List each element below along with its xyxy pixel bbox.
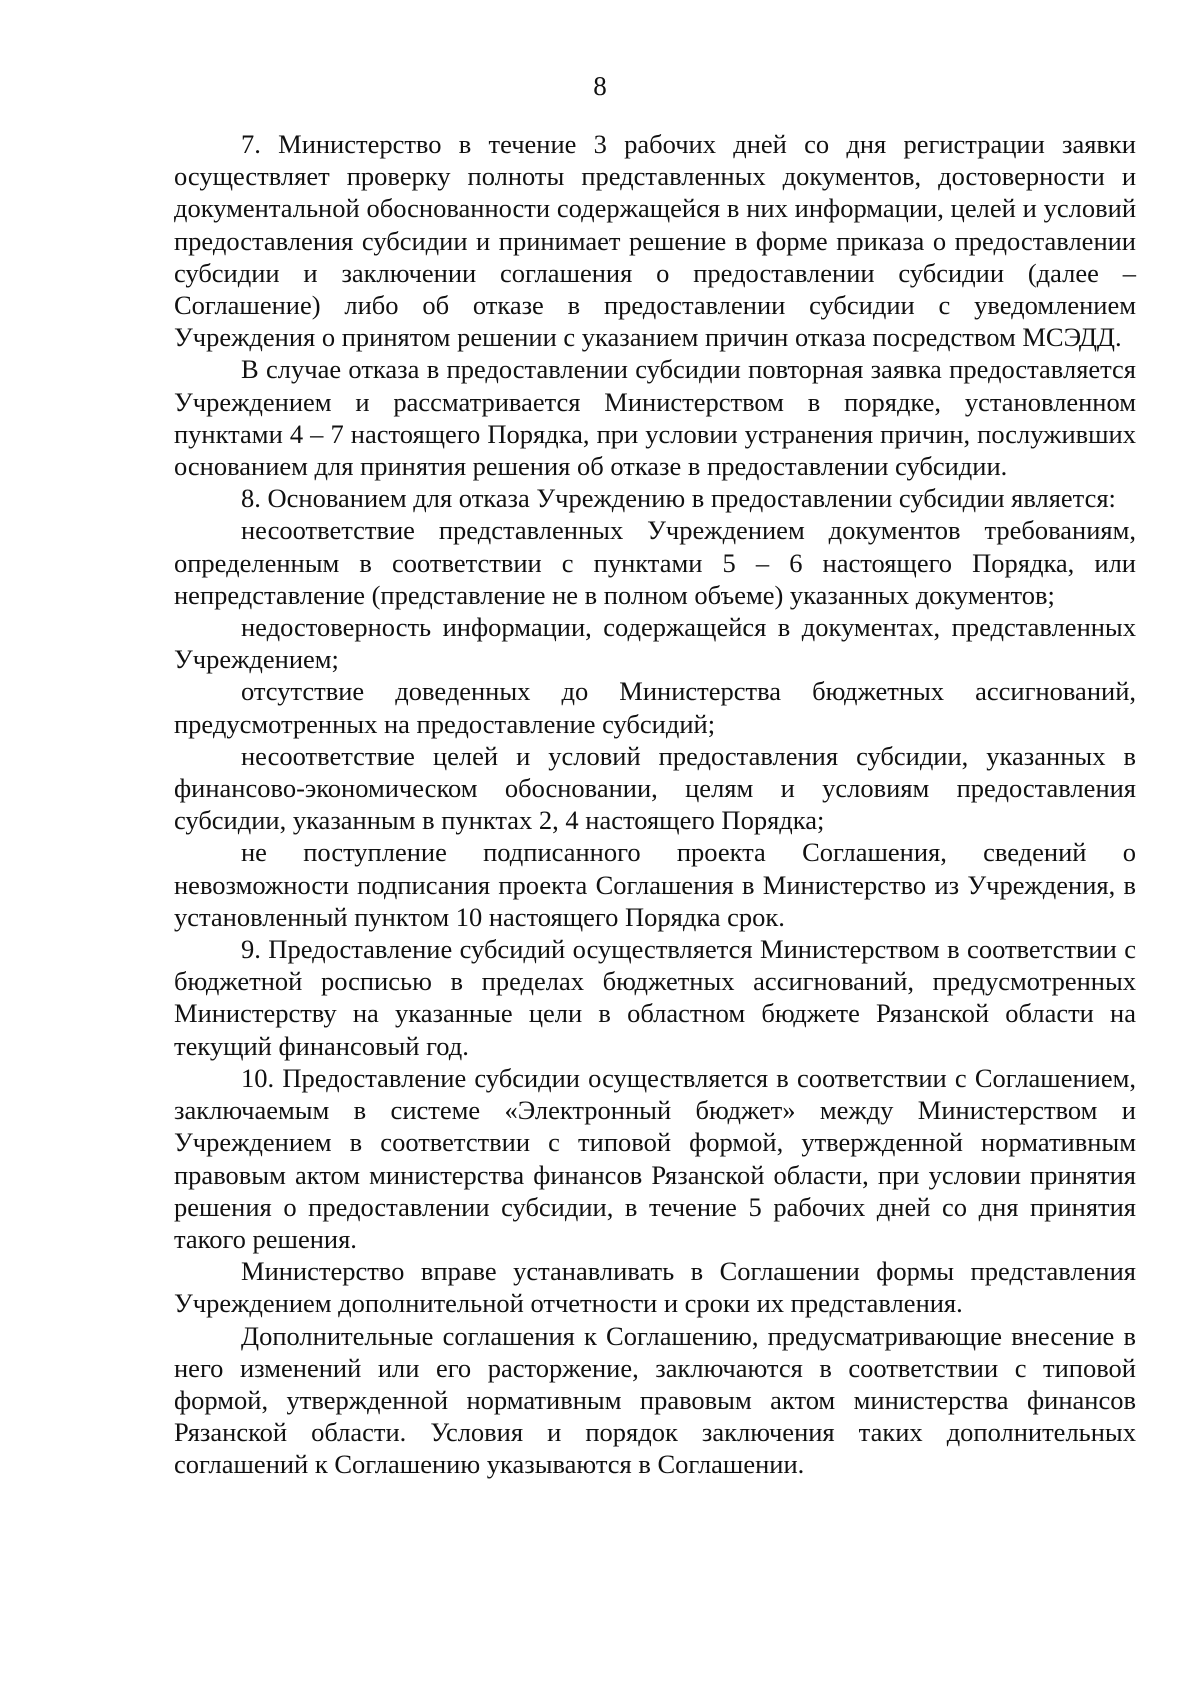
page-number: 8 (593, 71, 607, 101)
paragraph-10-additional-agreements: Дополнительные соглашения к Соглашению, предусматривающие внесение в него изменений или его расторжение, заключаются в соответствии с типовой формой, утвержденной нормативным правовым актом министерства финансов Рязанской области. Условия и порядок заключения таких дополнительных соглашений к Соглашению указываются в Соглашении. (174, 1320, 1136, 1480)
paragraph-9: 9. Предоставление субсидий осуществляется Министерством в соответствии с бюджетной росписью в пределах бюджетных ассигнований, предусмотренных Министерству на указанные цели в областном бюджете Рязанской области на текущий финансовый год. (174, 934, 1136, 1061)
paragraph-10-reporting: Министерство вправе устанавливать в Соглашении формы представления Учреждением дополнительной отчетности и сроки их представления. (174, 1256, 1136, 1319)
refusal-ground-unreliable-info: недостоверность информации, содержащейся в документах, представленных Учреждением; (174, 612, 1136, 675)
refusal-ground-no-allocations: отсутствие доведенных до Министерства бюджетных ассигнований, предусмотренных на предоставление субсидий; (174, 676, 1136, 739)
refusal-ground-no-agreement: не поступление подписанного проекта Соглашения, сведений о невозможности подписания проекта Соглашения в Министерство из Учреждения, в установленный пунктом 10 настоящего Порядка срок. (174, 837, 1136, 932)
document-body (174, 128, 1136, 1481)
paragraph-8: 8. Основанием для отказа Учреждению в предоставлении субсидии является: (241, 483, 1116, 514)
paragraph-10: 10. Предоставление субсидии осуществляется в соответствии с Соглашением, заключаемым в системе «Электронный бюджет» между Министерством и Учреждением в соответствии с типовой формой, утвержденной нормативным правовым актом министерства финансов Рязанской области, при условии принятия решения о предоставлении субсидии, в течение 5 рабочих дней со дня принятия такого решения. (174, 1062, 1136, 1254)
refusal-ground-documents: несоответствие представленных Учреждением документов требованиям, определенным в соответствии с пунктами 5 – 6 настоящего Порядка, или непредставление (представление не в полном объеме) указанных документов; (174, 515, 1136, 610)
paragraph-7: 7. Министерство в течение 3 рабочих дней со дня регистрации заявки осуществляет проверку полноты представленных документов, достоверности и документальной обоснованности содержащейся в них информации, целей и условий предоставления субсидии и принимает решение в форме приказа о предоставлении субсидии и заключении соглашения о предоставлении субсидии (далее – Соглашение) либо об отказе в предоставлении субсидии с уведомлением Учреждения о принятом решении с указанием причин отказа посредством МСЭДД. (174, 129, 1136, 353)
refusal-ground-mismatch: несоответствие целей и условий предоставления субсидии, указанных в финансово-экономическом обосновании, целям и условиям предоставления субсидии, указанным в пунктах 2, 4 настоящего Порядка; (174, 740, 1136, 836)
paragraph-7-refusal: В случае отказа в предоставлении субсидии повторная заявка предоставляется Учреждением и рассматривается Министерством в порядке, установленном пунктами 4 – 7 настоящего Порядка, при условии устранения причин, послуживших основанием для принятия решения об отказе в предоставлении субсидии. (174, 354, 1136, 482)
